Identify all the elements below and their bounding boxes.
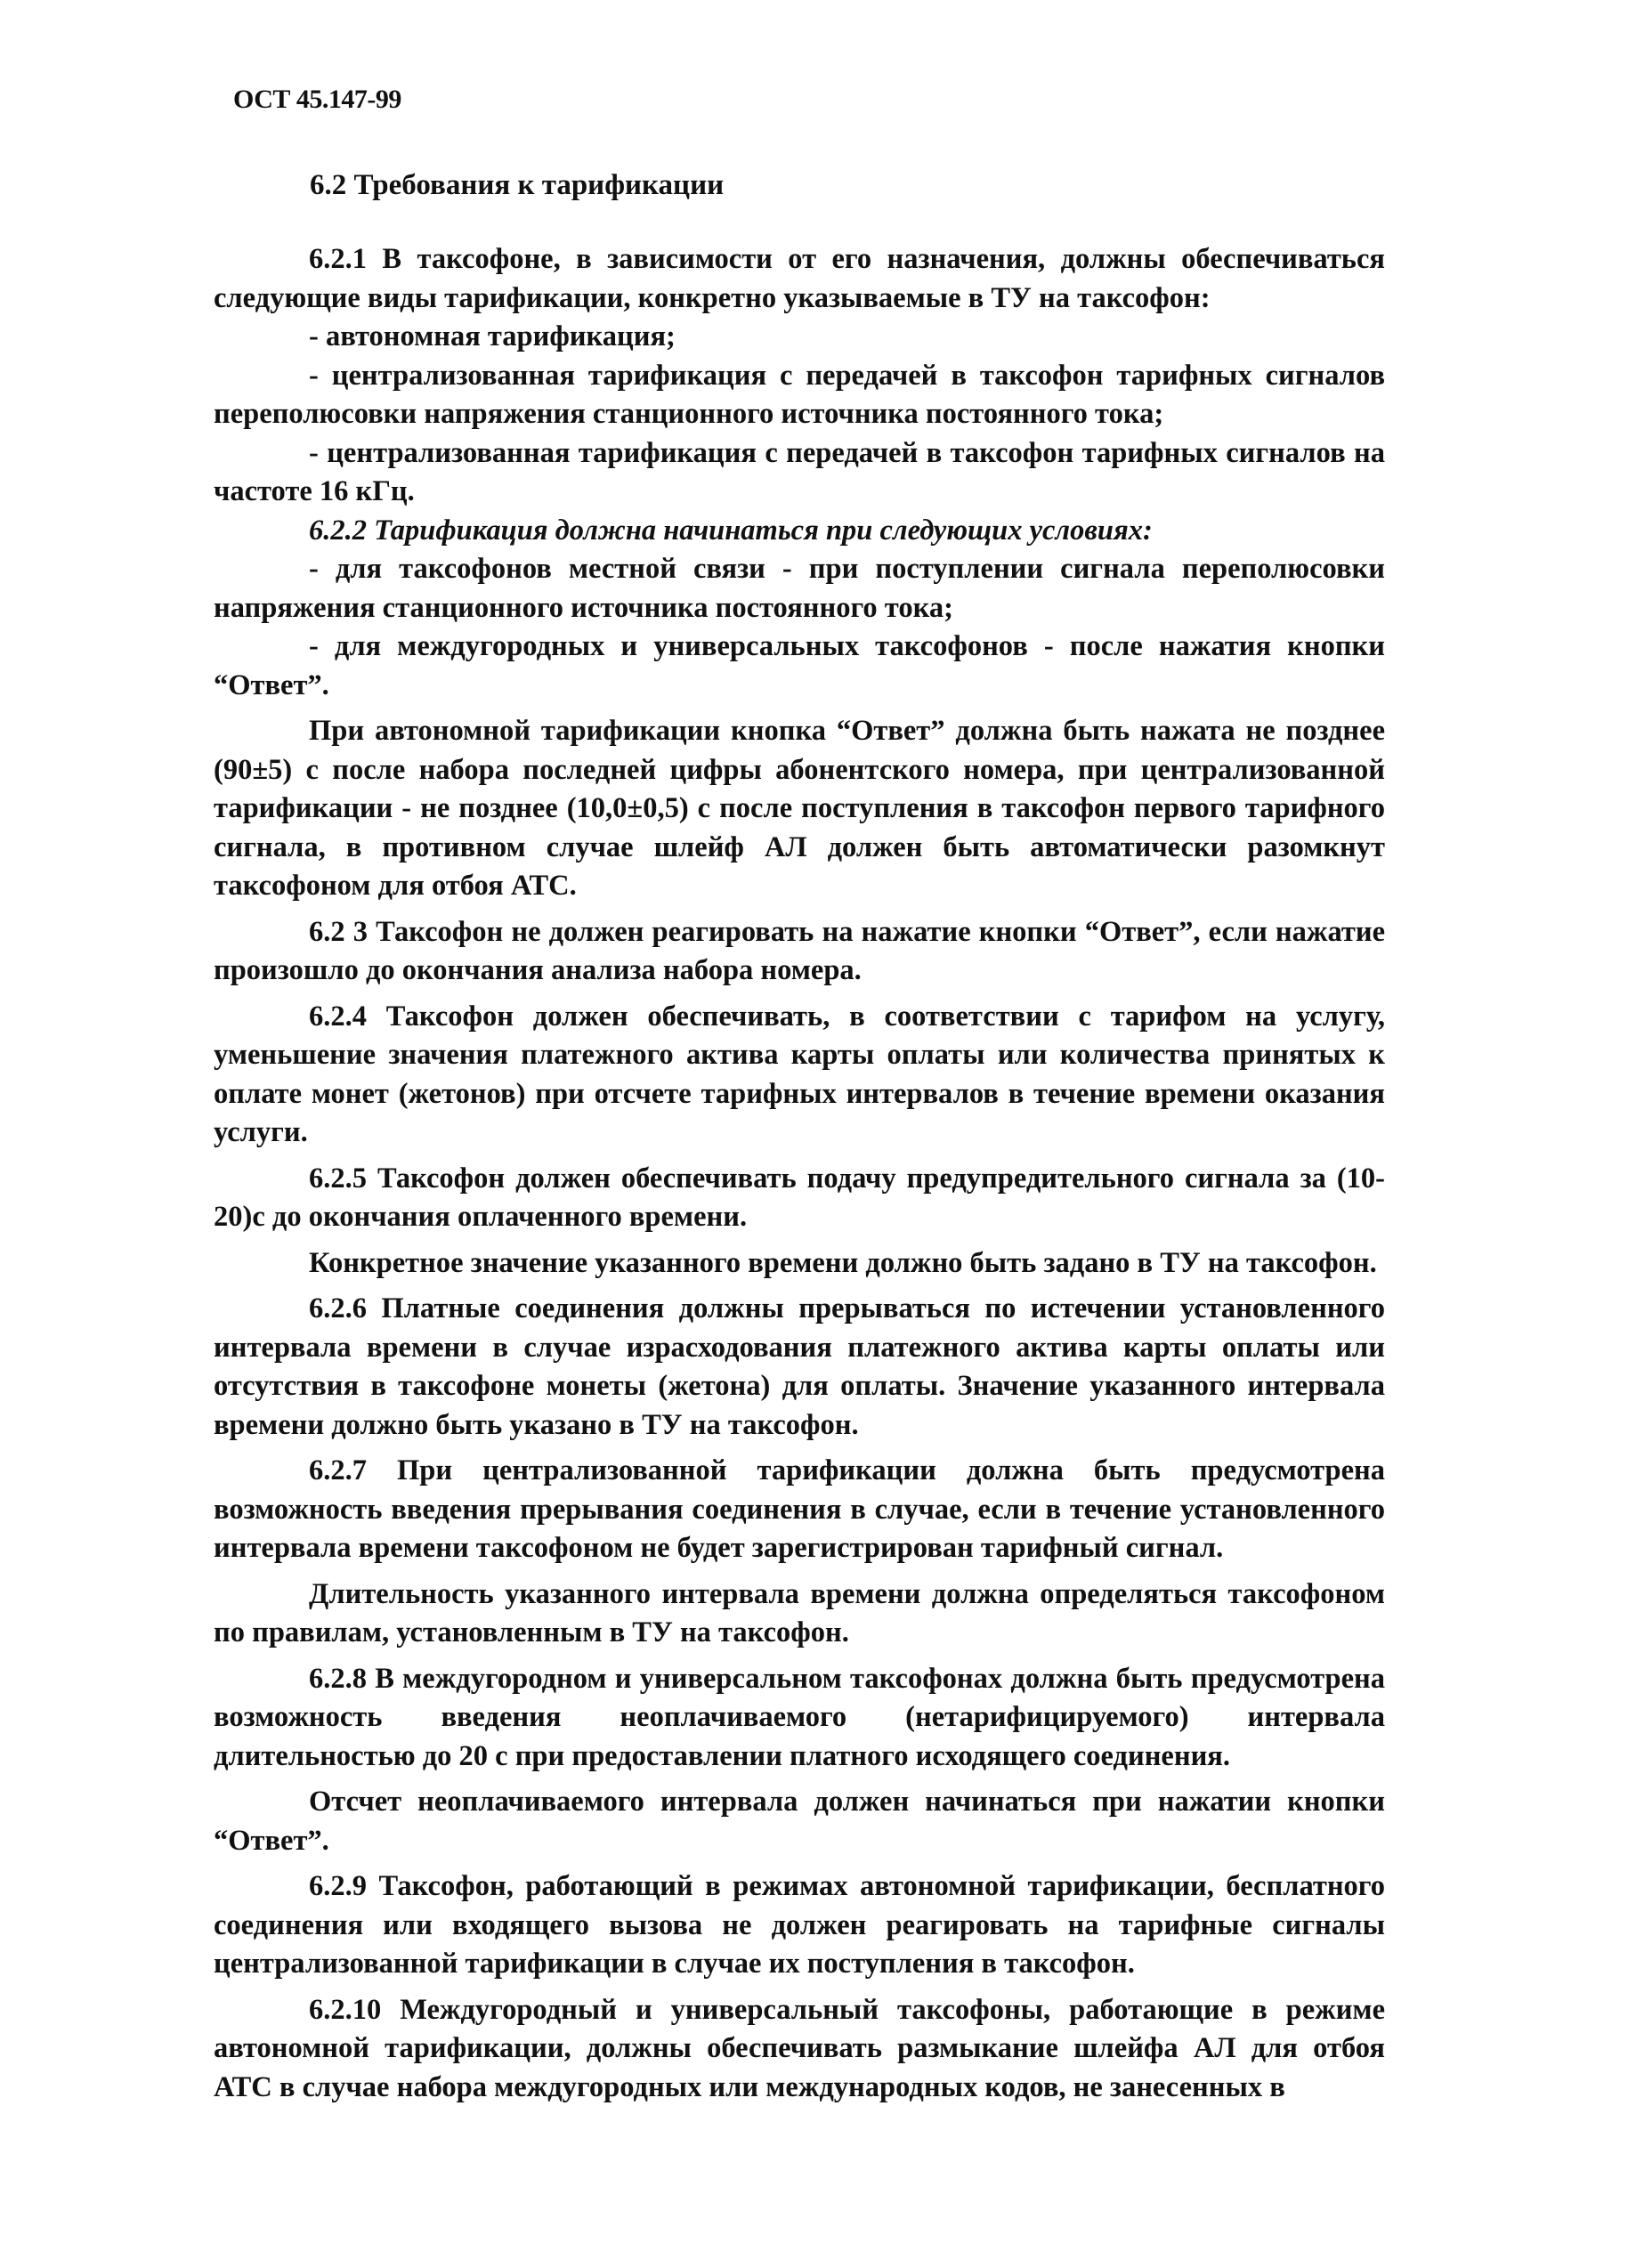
paragraph-6-2-5: 6.2.5 Таксофон должен обеспечивать подачу предупредительного сигнала за (10-20)с до окончания оплаченного времени. [214, 1162, 1385, 1233]
document-code: ОСТ 45.147-99 [233, 85, 401, 114]
list-item-local: - для таксофонов местной связи - при поступлении сигнала переполюсовки напряжения станционного источника постоянного тока; [214, 553, 1385, 624]
paragraph-6-2-8: 6.2.8 В междугородном и универсальном таксофонах должна быть предусмотрена возможность введения неоплачиваемого (нетарифицируемого) интервала длительностью до 20 с при предоставлении платного исходящего соединения. [214, 1662, 1385, 1772]
list-item-centralized-polarity: - централизованная тарификация с передачей в таксофон тарифных сигналов переполюсовки напряжения станционного источника постоянного тока; [214, 359, 1385, 430]
paragraph-6-2-9: 6.2.9 Таксофон, работающий в режимах автономной тарификации, бесплатного соединения или входящего вызова не должен реагировать на тарифные сигналы централизованной тарификации в случае их поступления в таксофон. [214, 1870, 1385, 1980]
paragraph-6-2-7: 6.2.7 При централизованной тарификации должна быть предусмотрена возможность введения прерывания соединения в случае, если в течение установленного интервала времени таксофоном не будет зарегистрирован тарифный сигнал. [214, 1454, 1385, 1564]
paragraph-6-2-10: 6.2.10 Междугородный и универсальный таксофоны, работающие в режиме автономной тарификации, должны обеспечивать размыкание шлейфа АЛ для отбоя АТС в случае набора междугородных или международных кодов, не занесенных в [214, 1993, 1385, 2103]
paragraph-interval-duration: Длительность указанного интервала времени должна определяться таксофоном по правилам, установленным в ТУ на таксофон. [214, 1577, 1385, 1648]
paragraph-6-2-3: 6.2 3 Таксофон не должен реагировать на нажатие кнопки “Ответ”, если нажатие произошло до окончания анализа набора номера. [214, 915, 1385, 986]
document-body [214, 240, 1385, 2107]
paragraph-unpaid-interval: Отсчет неоплачиваемого интервала должен начинаться при нажатии кнопки “Ответ”. [214, 1786, 1385, 1857]
paragraph-specific-value: Конкретное значение указанного времени должно быть задано в ТУ на таксофон. [309, 1246, 1377, 1279]
list-item-autonomous: - автономная тарификация; [309, 320, 676, 352]
paragraph-answer-button: При автономной тарификации кнопка “Ответ” должна быть нажата не позднее (90±5) с после набора последней цифры абонентского номера, при централизованной тарификации - не позднее (10,0±0,5) с после поступления в таксофон первого тарифного сигнала, в противном случае шлейф АЛ должен быть автоматически разомкнут таксофоном для отбоя АТС. [214, 715, 1385, 902]
paragraph-6-2-1: 6.2.1 В таксофоне, в зависимости от его назначения, должны обеспечиваться следующие виды тарификации, конкретно указываемые в ТУ на таксофон: [214, 243, 1385, 314]
list-item-long-distance: - для междугородных и универсальных таксофонов - после нажатия кнопки “Ответ”. [214, 630, 1385, 701]
paragraph-6-2-2: 6.2.2 Тарификация должна начинаться при следующих условиях: [309, 514, 1153, 547]
list-item-centralized-16khz: - централизованная тарификация с передачей в таксофон тарифных сигналов на частоте 16 кГц. [214, 436, 1385, 507]
paragraph-6-2-6: 6.2.6 Платные соединения должны прерываться по истечении установленного интервала времени в случае израсходования платежного актива карты оплаты или отсутствия в таксофоне монеты (жетона) для оплаты. Значение указанного интервала времени должно быть указано в ТУ на таксофон. [214, 1292, 1385, 1441]
section-title: 6.2 Требования к тарификации [310, 169, 725, 201]
paragraph-6-2-4: 6.2.4 Таксофон должен обеспечивать, в соответствии с тарифом на услугу, уменьшение значения платежного актива карты оплаты или количества принятых к оплате монет (жетонов) при отсчете тарифных интервалов в течение времени оказания услуги. [214, 1000, 1385, 1148]
